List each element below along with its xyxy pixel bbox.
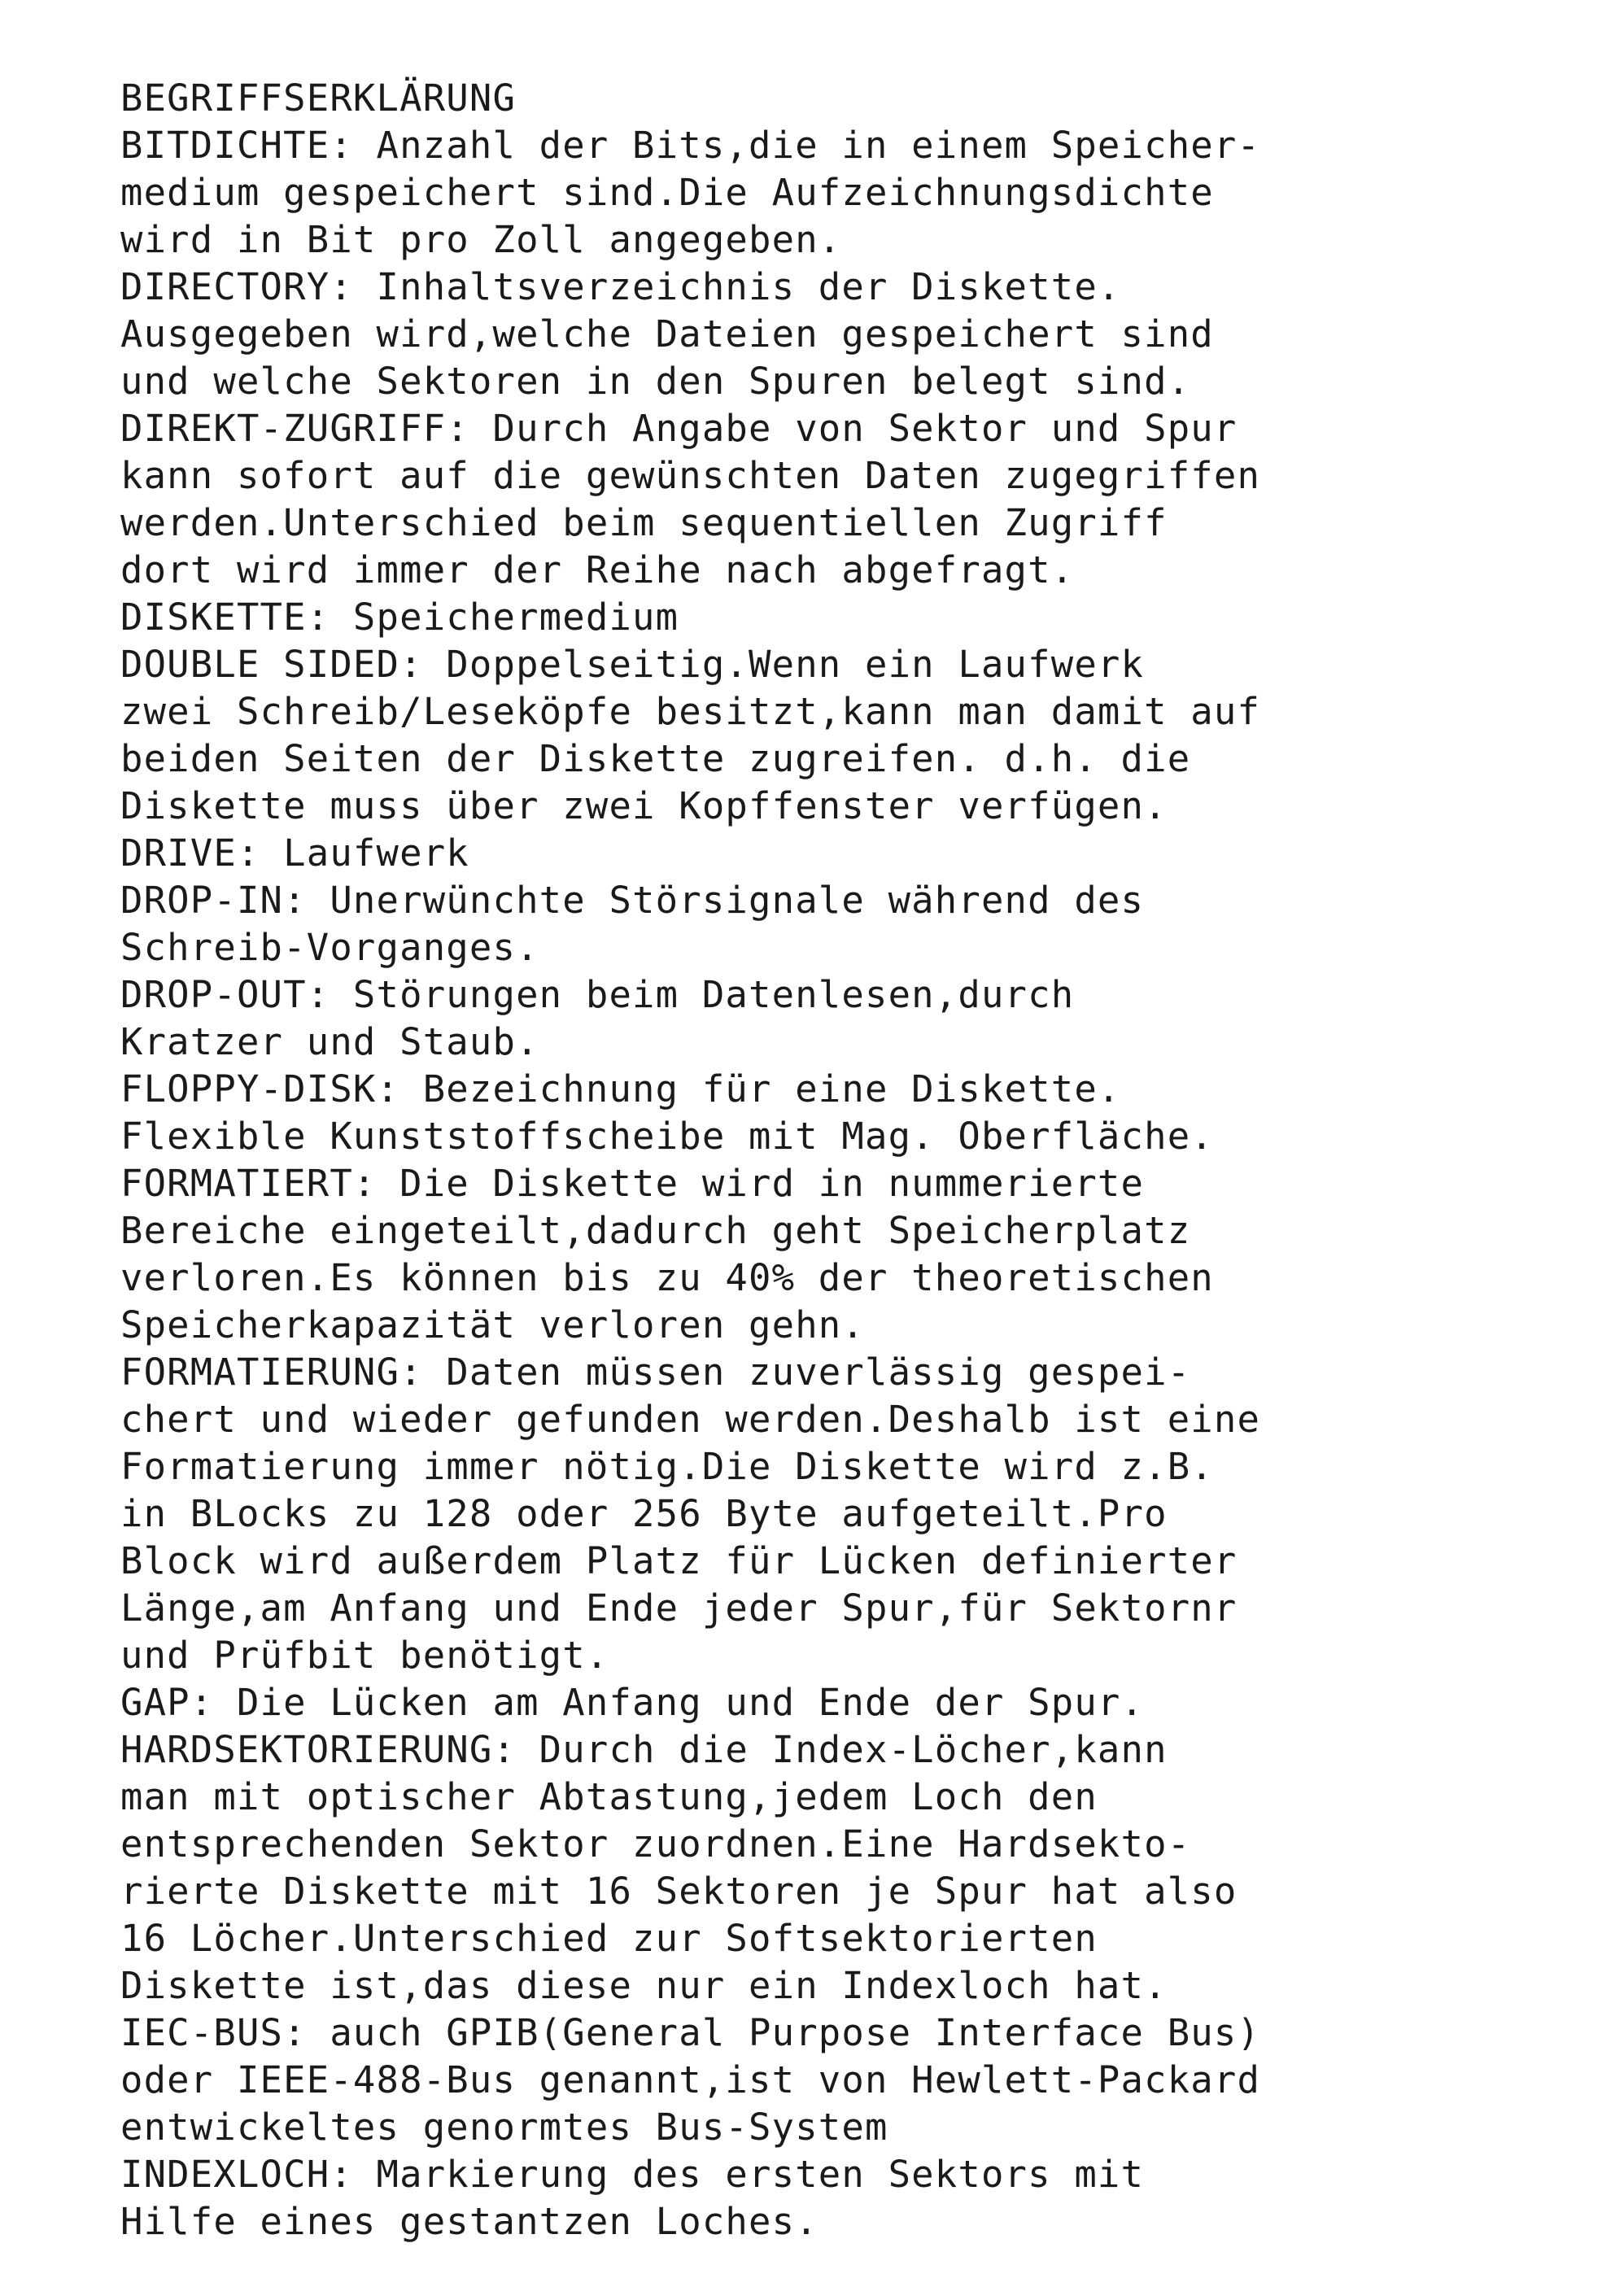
text-line: Ausgegeben wird,welche Dateien gespeichert sind [120,312,1214,356]
text-line: verloren.Es können bis zu 40% der theoretischen [120,1256,1214,1299]
text-line: chert und wieder gefunden werden.Deshalb ist eine [120,1398,1261,1441]
text-line: DIRECTORY: Inhaltsverzeichnis der Diskette. [120,265,1121,308]
text-line: kann sofort auf die gewünschten Daten zugegriffen [120,454,1261,497]
text-line: zwei Schreib/Leseköpfe besitzt,kann man damit auf [120,690,1261,733]
text-line: DOUBLE SIDED: Doppelseitig.Wenn ein Laufwerk [120,643,1145,686]
text-line: Diskette ist,das diese nur ein Indexloch hat. [120,1964,1168,2007]
text-line: oder IEEE-488-Bus genannt,ist von Hewlett-Packard [120,2058,1261,2101]
text-line: Speicherkapazität verloren gehn. [120,1303,865,1346]
text-line: HARDSEKTORIERUNG: Durch die Index-Löcher,kann [120,1728,1168,1771]
text-line: 16 Löcher.Unterschied zur Softsektorierten [120,1917,1098,1960]
text-line: Schreib-Vorganges. [120,926,539,969]
text-line: DIREKT-ZUGRIFF: Durch Angabe von Sektor und Spur [120,407,1238,450]
text-line: beiden Seiten der Diskette zugreifen. d.h. die [120,737,1191,780]
text-line: FORMATIERT: Die Diskette wird in nummerierte [120,1162,1145,1205]
text-line: GAP: Die Lücken am Anfang und Ende der Spur. [120,1681,1145,1724]
text-line: Hilfe eines gestantzen Loches. [120,2200,819,2243]
text-line: DRIVE: Laufwerk [120,831,469,875]
text-line: INDEXLOCH: Markierung des ersten Sektors mit [120,2153,1145,2196]
text-line: DISKETTE: Speichermedium [120,596,679,639]
text-line: rierte Diskette mit 16 Sektoren je Spur hat also [120,1870,1238,1913]
text-line: Diskette muss über zwei Kopffenster verfügen. [120,784,1168,827]
text-line: dort wird immer der Reihe nach abgefragt. [120,548,1075,591]
text-line: Länge,am Anfang und Ende jeder Spur,für Sektornr [120,1586,1238,1630]
text-line: Flexible Kunststoffscheibe mit Mag. Oberfläche. [120,1115,1214,1158]
text-line: medium gespeichert sind.Die Aufzeichnungsdichte [120,171,1214,214]
text-line: und Prüfbit benötigt. [120,1634,609,1677]
text-line: man mit optischer Abtastung,jedem Loch den [120,1775,1098,1818]
text-line: werden.Unterschied beim sequentiellen Zugriff [120,501,1168,544]
text-line: FORMATIERUNG: Daten müssen zuverlässig gespei- [120,1351,1191,1394]
text-line: und welche Sektoren in den Spuren belegt sind. [120,360,1191,403]
text-line: entwickeltes genormtes Bus-System [120,2106,888,2149]
text-line: DROP-OUT: Störungen beim Datenlesen,durch [120,973,1075,1016]
text-line: Kratzer und Staub. [120,1020,539,1063]
text-line: Formatierung immer nötig.Die Diskette wird z.B. [120,1445,1214,1488]
text-line: BITDICHTE: Anzahl der Bits,die in einem Speicher- [120,124,1261,167]
text-line: entsprechenden Sektor zuordnen.Eine Hardsekto- [120,1822,1191,1866]
text-line: wird in Bit pro Zoll angegeben. [120,218,842,261]
document-page [120,75,1585,2245]
text-line: in BLocks zu 128 oder 256 Byte aufgeteilt.Pro [120,1492,1168,1535]
text-line: Block wird außerdem Platz für Lücken definierter [120,1539,1238,1582]
text-line: IEC-BUS: auch GPIB(General Purpose Interface Bus) [120,2011,1261,2054]
text-line: FLOPPY-DISK: Bezeichnung für eine Diskette. [120,1067,1121,1111]
text-line: DROP-IN: Unerwünchte Störsignale während des [120,879,1145,922]
document-title: BEGRIFFSERKLÄRUNG [120,76,517,120]
text-line: Bereiche eingeteilt,dadurch geht Speicherplatz [120,1209,1191,1252]
